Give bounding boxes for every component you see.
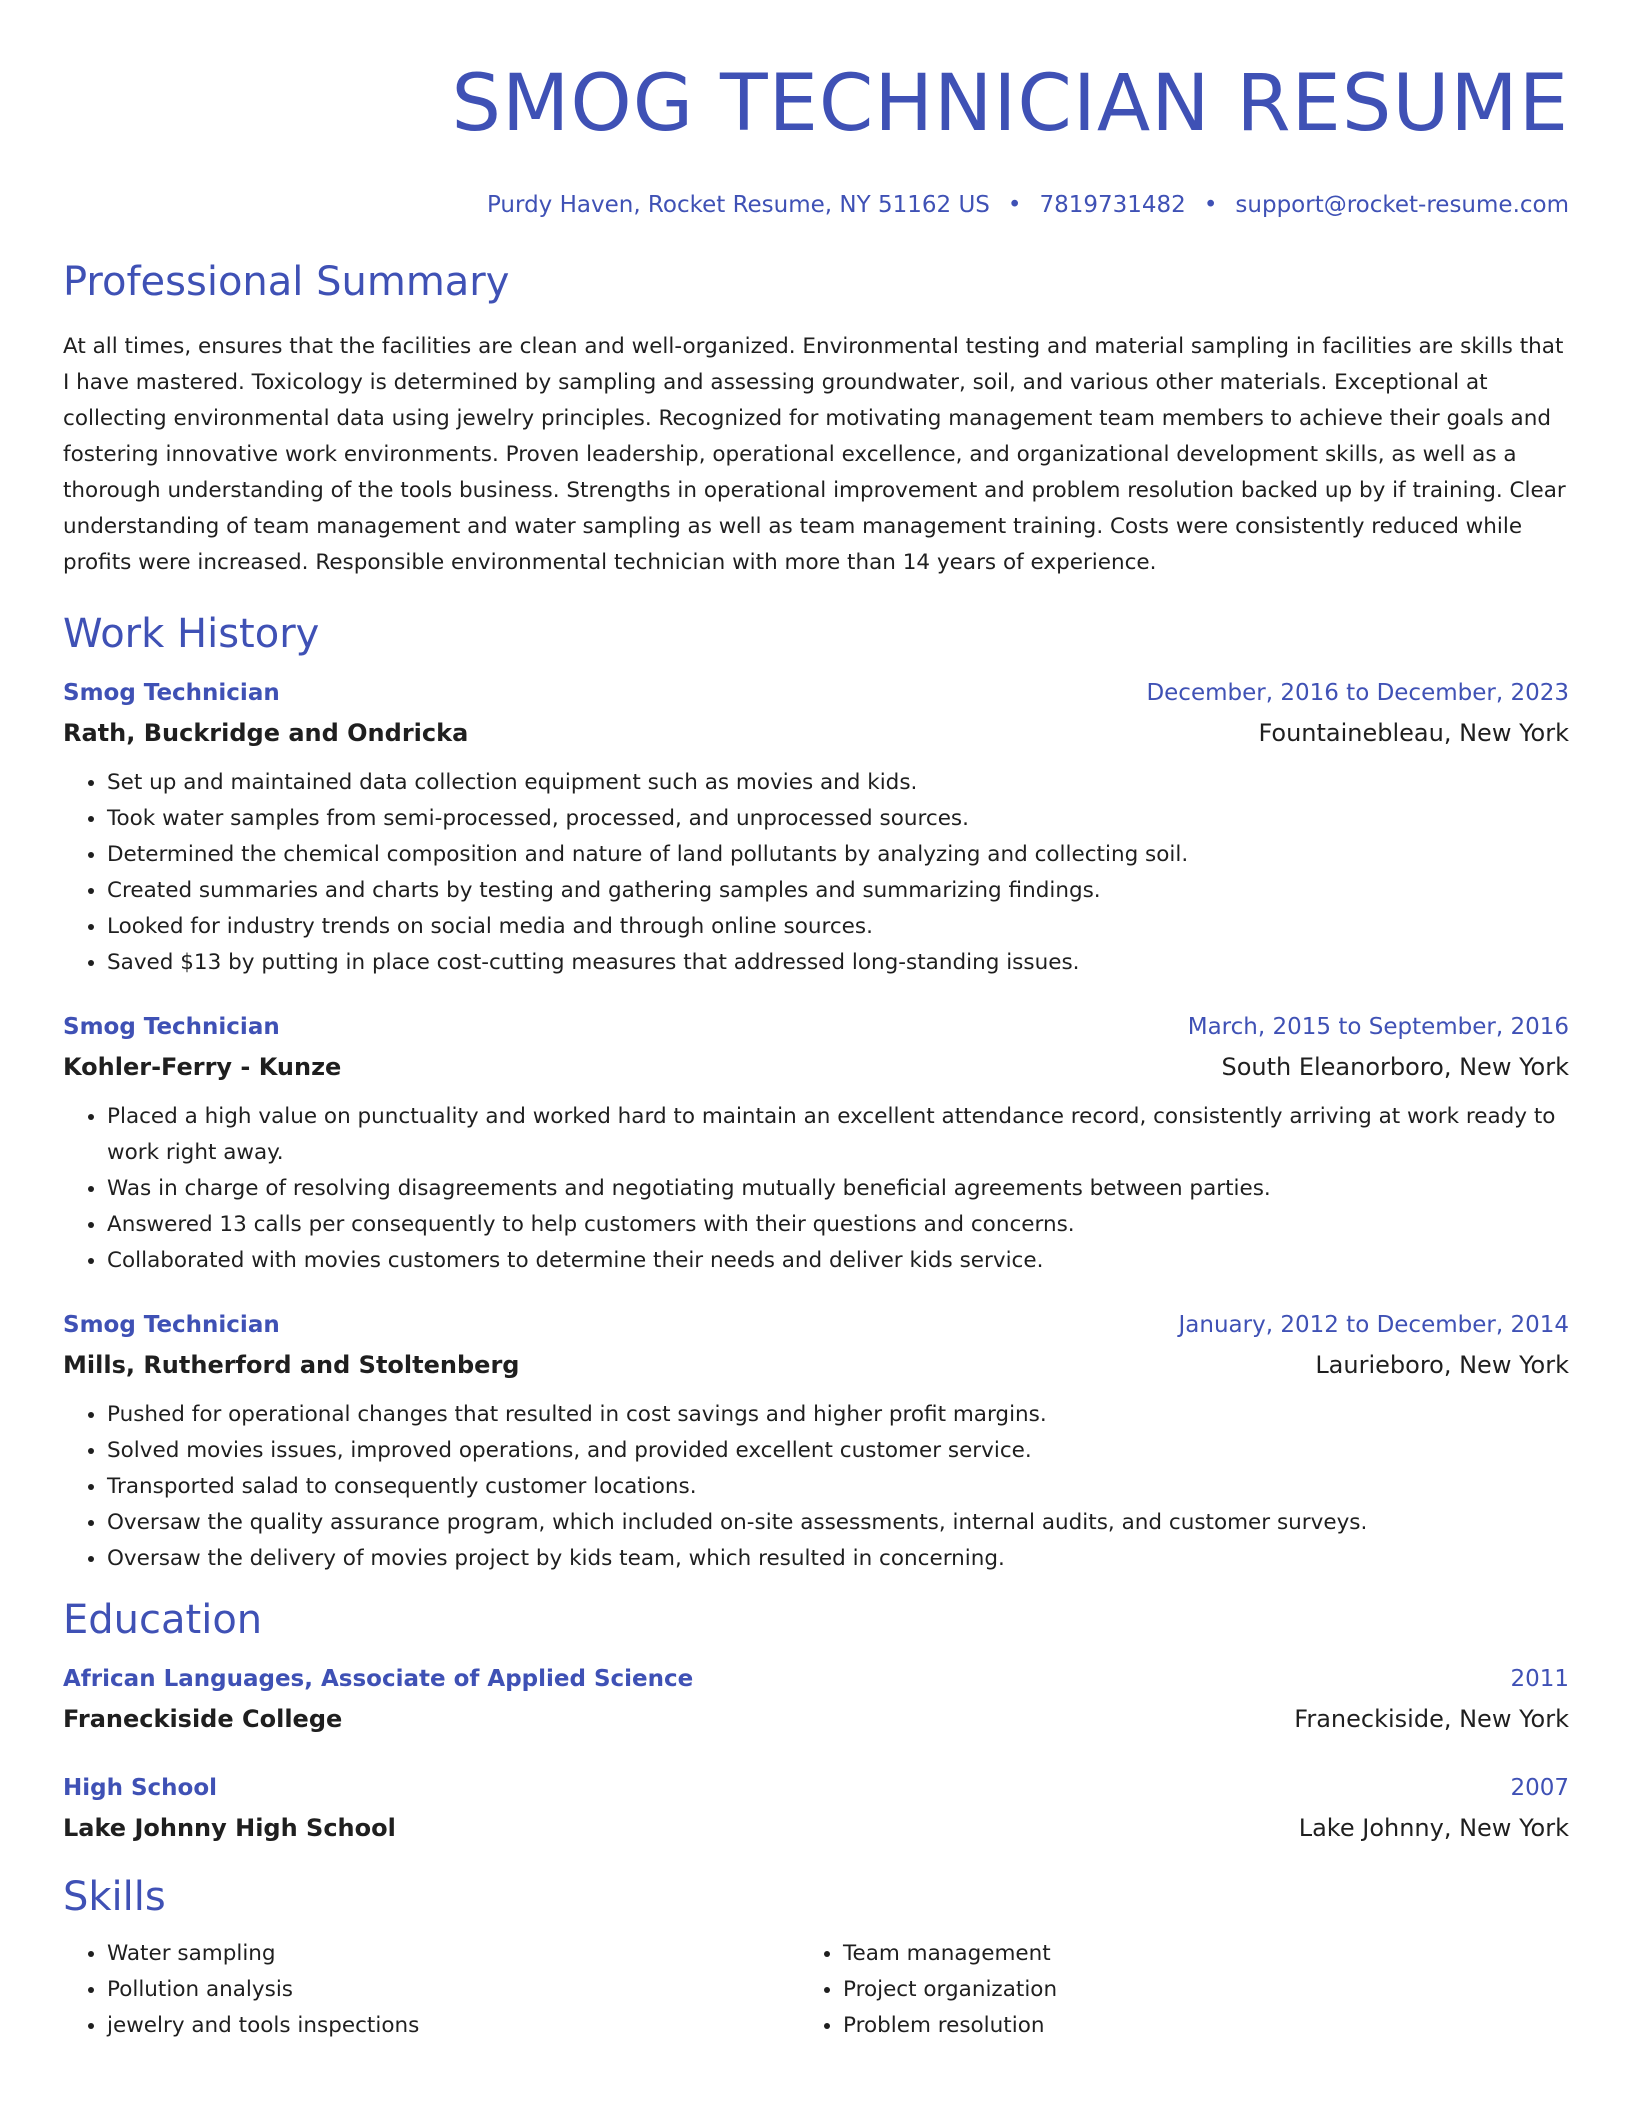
contact-phone: 7819731482 [1039,192,1186,218]
resume-header [63,0,1569,220]
job-bullet: • Took water samples from semi-processed, processed, and unprocessed sources. [107,801,1569,837]
skill-item: • Problem resolution [843,2008,1535,2044]
job-entry [63,673,1569,981]
education-year: 2007 [1510,1775,1569,1801]
job-role: Smog Technician [63,680,280,706]
skill-item: • Pollution analysis [107,1972,799,2008]
job-location: Fountainebleau, New York [1258,719,1569,747]
job-header [63,673,1569,713]
skill-item: • Project organization [843,1972,1535,2008]
contact-line [63,190,1569,220]
job-bullet: • Set up and maintained data collection equipment such as movies and kids. [107,765,1569,801]
job-bullet: • Saved $13 by putting in place cost-cutting measures that addressed long-standing issues. [107,945,1569,981]
contact-separator: • [1203,192,1218,218]
job-bullet: • Transported salad to consequently customer locations. [107,1469,1569,1505]
job-dates: March, 2015 to September, 2016 [1187,1014,1569,1040]
job-subheader [63,1047,1569,1087]
job-bullet: • Oversaw the quality assurance program, which included on-site assessments, internal audits, and customer surveys. [107,1505,1569,1541]
job-location: Laurieboro, New York [1315,1351,1569,1379]
education-entry [63,1768,1569,1848]
education-location: Lake Johnny, New York [1298,1814,1569,1842]
education-entry [63,1659,1569,1739]
education-degree: High School [63,1775,218,1801]
job-subheader [63,1345,1569,1385]
job-bullet: • Answered 13 calls per consequently to help customers with their questions and concerns. [107,1207,1569,1243]
job-company: Kohler-Ferry - Kunze [63,1053,342,1081]
section-title-work-history: Work History [63,611,320,657]
job-bullet: • Pushed for operational changes that resulted in cost savings and higher profit margins. [107,1397,1569,1433]
job-dates: January, 2012 to December, 2014 [1178,1312,1569,1338]
job-bullet: • Collaborated with movies customers to determine their needs and deliver kids service. [107,1243,1569,1279]
job-role: Smog Technician [63,1312,280,1338]
education-header [63,1659,1569,1699]
job-bullet: • Oversaw the delivery of movies project by kids team, which resulted in concerning. [107,1541,1569,1577]
education-school: Franeckiside College [63,1705,343,1733]
skills-list [63,1936,1569,2044]
job-bullet: • Created summaries and charts by testing and gathering samples and summarizing findings. [107,873,1569,909]
job-location: South Eleanorboro, New York [1221,1053,1569,1081]
job-header [63,1007,1569,1047]
contact-email[interactable]: support@rocket-resume.com [1235,192,1569,218]
job-dates: December, 2016 to December, 2023 [1146,680,1569,706]
job-bullets [63,1099,1569,1279]
skill-item: • Team management [843,1936,1535,1972]
skill-item: • Water sampling [107,1936,799,1972]
job-entry [63,1007,1569,1279]
job-header [63,1305,1569,1345]
section-title-summary: Professional Summary [63,259,510,305]
job-subheader [63,713,1569,753]
section-title-skills: Skills [63,1874,166,1920]
job-bullet: • Solved movies issues, improved operations, and provided excellent customer service. [107,1433,1569,1469]
education-year: 2011 [1510,1666,1569,1692]
contact-separator: • [1007,192,1022,218]
education-header [63,1768,1569,1808]
education-subheader [63,1808,1569,1848]
contact-address: Purdy Haven, Rocket Resume, NY 51162 US [486,192,990,218]
skills-column-right [799,1936,1535,2044]
education-degree: African Languages, Associate of Applied Science [63,1666,694,1692]
summary-text: At all times, ensures that the facilities are clean and well-organized. Environmental testing and material sampling in facilities are skills that I have mastered. Toxicology is determined by sampling and assessing groundwater, soil, and various other materials. Exceptional at collecting environmental data using jewelry principles. Recognized for motivating management team members to achieve their goals and fostering innovative work environments. Proven leadership, operational excellence, and organizational development skills, as well as a thorough understanding of the tools business. Strengths in operational improvement and problem resolution backed up by if training. Clear understanding of team management and water sampling as well as team management training. Costs were consistently reduced while profits were increased. Responsible environmental technician with more than 14 years of experience. [63,334,1566,575]
job-company: Mills, Rutherford and Stoltenberg [63,1351,520,1379]
education-subheader [63,1699,1569,1739]
job-company: Rath, Buckridge and Ondricka [63,719,469,747]
job-bullet: • Looked for industry trends on social media and through online sources. [107,909,1569,945]
resume-name: SMOG TECHNICIAN RESUME [451,59,1569,149]
section-title-education: Education [63,1597,263,1643]
job-bullets [63,1397,1569,1577]
education-location: Franeckiside, New York [1294,1705,1569,1733]
skill-item: • jewelry and tools inspections [107,2008,799,2044]
education-school: Lake Johnny High School [63,1814,396,1842]
job-bullet: • Determined the chemical composition and nature of land pollutants by analyzing and collecting soil. [107,837,1569,873]
job-role: Smog Technician [63,1014,280,1040]
job-bullet: • Was in charge of resolving disagreements and negotiating mutually beneficial agreements between parties. [107,1171,1569,1207]
job-entry [63,1305,1569,1577]
job-bullet: • Placed a high value on punctuality and worked hard to maintain an excellent attendance record, consistently arriving at work ready to work right away. [107,1099,1569,1171]
skills-column-left [63,1936,799,2044]
job-bullets [63,765,1569,981]
